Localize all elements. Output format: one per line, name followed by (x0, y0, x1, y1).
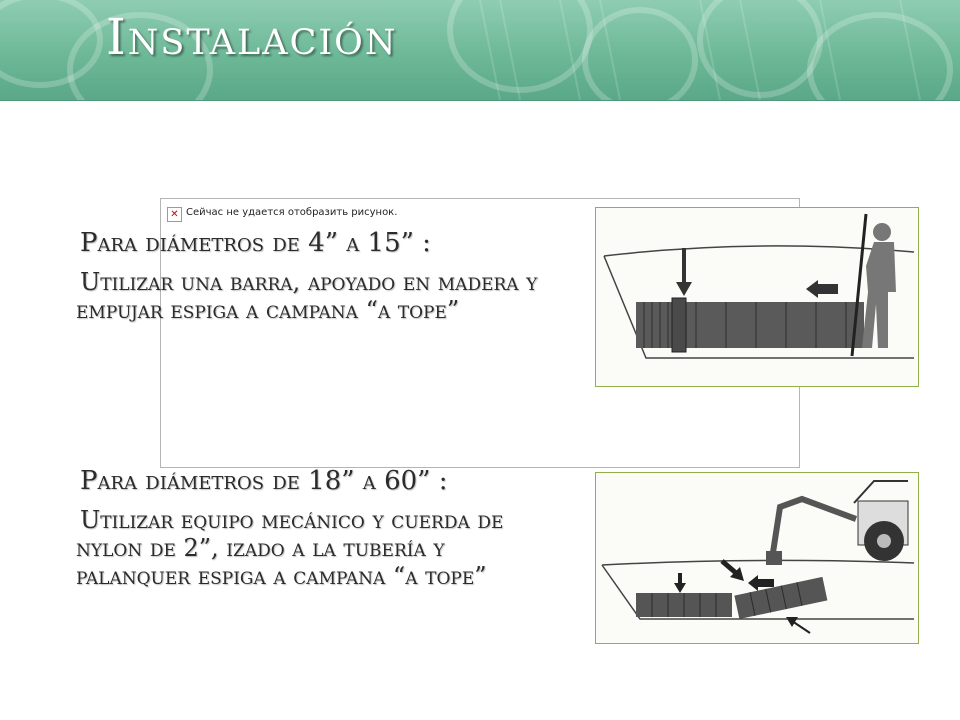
section-heading: Para diámetros de 18” a 60” : (80, 466, 448, 496)
section-body: Utilizar una barra, apoyado en madera y empujar espiga a campana “a tope” (76, 268, 538, 324)
title-banner (0, 0, 960, 101)
section-small-diameters (76, 228, 566, 324)
section-body: Utilizar equipo mecánico y cuerda de nylon de 2”, izado a la tubería y palanquer espiga a campana “a tope” (76, 506, 504, 590)
section-heading: Para diámetros de 4” a 15” : (80, 228, 431, 258)
manual-installation-illustration (595, 207, 919, 387)
section-large-diameters (76, 466, 566, 590)
mechanical-installation-illustration (595, 472, 919, 644)
broken-image-icon: ✕ (167, 207, 182, 222)
slide-title: Instalación (106, 8, 398, 66)
broken-image-message: Сейчас не удается отобразить рисунок. (186, 207, 398, 218)
